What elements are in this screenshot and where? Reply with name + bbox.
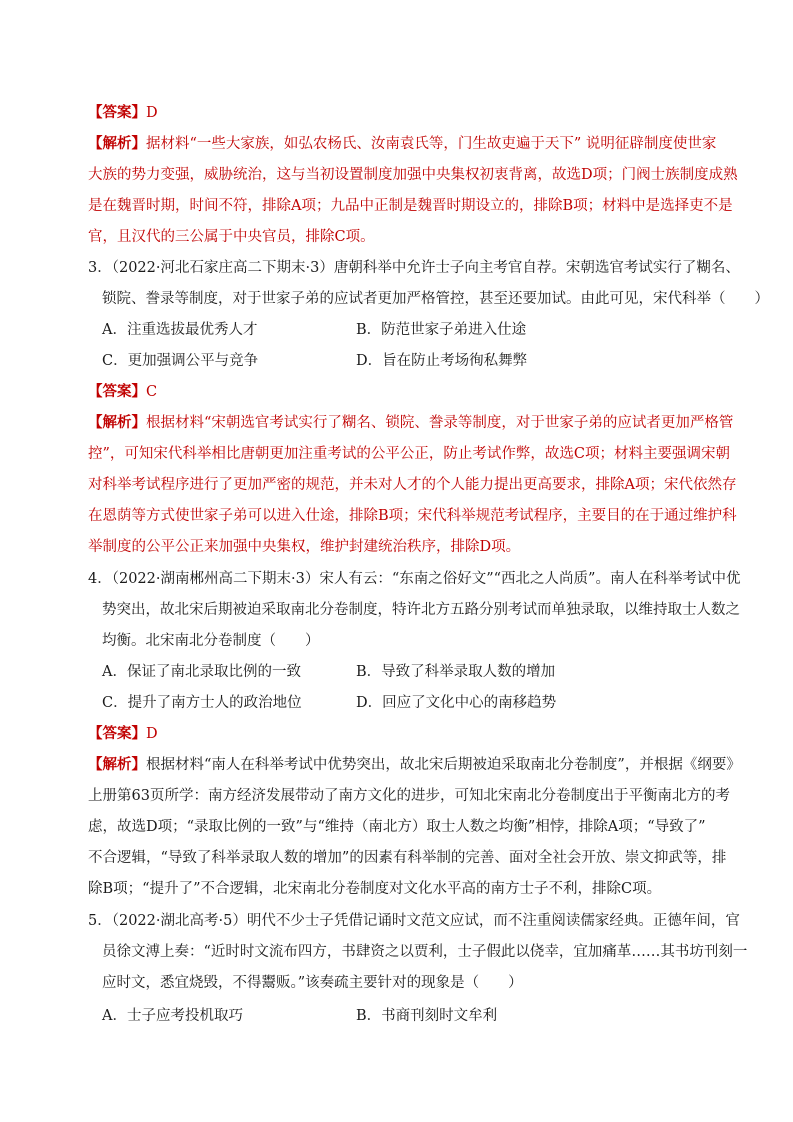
question-stem: 应时文，悉宜烧毁，不得鬻贩。”该奏疏主要针对的现象是（ ）: [102, 975, 523, 991]
analysis-line: [88, 413, 734, 433]
analysis-tag: 【解析】: [88, 414, 146, 431]
analysis-text: 虑，故选D项；“录取比例的一致”与“维持（南北方）取士人数之均衡”相悖，排除A项；“导致了”: [88, 819, 706, 835]
question-stem: 员徐文溥上奏：“近时时文流布四方，书肆资之以贾利，士子假此以侥幸，宜加痛革……其书坊刊刻一: [102, 944, 748, 960]
analysis-text: 不合逻辑，“导致了科举录取人数的增加”的因素有科举制的完善、面对全社会开放、崇文抑武等，排: [88, 850, 727, 866]
analysis-text: 大族的势力变强，威胁统治，这与当初设置制度加强中央集权初衷背离，故选D项；门阀士族制度成熟: [88, 167, 738, 183]
analysis-text: 根据材料“宋朝选官考试实行了糊名、锁院、誊录等制度，对于世家子弟的应试者更加严格管: [146, 415, 734, 431]
analysis-text: 据材料“一些大家族，如弘农杨氏、汝南袁氏等，门生故吏遍于天下” 说明征辟制度使世家: [146, 136, 717, 152]
option-a: A．注重选拔最优秀人才: [102, 322, 258, 338]
answer-value: C: [146, 384, 158, 400]
option-b: B．导致了科举录取人数的增加: [356, 664, 556, 680]
answer-tag: 【答案】: [88, 383, 146, 400]
answer-tag: 【答案】: [88, 725, 146, 742]
option-b: B．书商刊刻时文牟利: [356, 1008, 498, 1024]
question-stem: 势突出，故北宋后期被迫采取南北分卷制度，特许北方五路分别考试而单独录取，以维持取士人数之: [102, 602, 740, 618]
answer-value: D: [146, 726, 158, 742]
answer-line: [88, 382, 728, 402]
answer-tag: 【答案】: [88, 104, 146, 121]
analysis-text: 控”，可知宋代科举相比唐朝更加注重考试的公平公正，防止考试作弊，故选C项；材料主要强调宋朝: [88, 446, 731, 462]
analysis-text: 是在魏晋时期，时间不符，排除A项；九品中正制是魏晋时期设立的，排除B项；材料中是选择吏不是: [88, 198, 733, 214]
analysis-line: [88, 134, 728, 154]
analysis-tag: 【解析】: [88, 756, 146, 773]
option-a: A．士子应考投机取巧: [102, 1008, 243, 1024]
question-stem: 3．（2022·河北石家庄高二下期末·3）唐朝科举中允许士子向主考官自荐。宋朝选官考试实行了糊名、: [88, 260, 740, 276]
analysis-text: 在恩荫等方式使世家子弟可以进入仕途，排除B项；宋代科举规范考试程序，主要目的在于通过维护科: [88, 508, 737, 524]
question-stem: 4．（2022·湖南郴州高二下期末·3）宋人有云：“东南之俗好文”“西北之人尚质”。南人在科举考试中优: [88, 571, 741, 587]
question-stem: 5．（2022·湖北高考·5）明代不少士子凭借记诵时文范文应试，而不注重阅读儒家经典。正德年间，官: [88, 913, 740, 929]
answer-line: [88, 103, 728, 123]
option-c: C．更加强调公平与竞争: [102, 353, 259, 369]
analysis-text: 官，且汉代的三公属于中央官员，排除C项。: [88, 229, 375, 245]
option-a: A．保证了南北录取比例的一致: [102, 664, 301, 680]
analysis-line: [88, 755, 741, 775]
answer-value: D: [146, 105, 158, 121]
question-stem: 锁院、誊录等制度，对于世家子弟的应试者更加严格管控，甚至还要加试。由此可见，宋代科举（ ）: [102, 291, 769, 307]
analysis-text: 上册第63页所学：南方经济发展带动了南方文化的进步，可知北宋南北分卷制度出于平衡南北方的考: [88, 788, 730, 804]
analysis-text: 举制度的公平公正来加强中央集权，维护封建统治秩序，排除D项。: [88, 539, 521, 555]
question-stem: 均衡。北宋南北分卷制度（ ）: [102, 633, 320, 649]
analysis-text: 根据材料“南人在科举考试中优势突出，故北宋后期被迫采取南北分卷制度”，并根据《纲要》: [146, 757, 741, 773]
analysis-text: 对科举考试程序进行了更加严密的规范，并未对人才的个人能力提出更高要求，排除A项；宋代依然存: [88, 477, 737, 493]
analysis-text: 除B项；“提升了”不合逻辑，北宋南北分卷制度对文化水平高的南方士子不利，排除C项。: [88, 881, 662, 897]
option-d: D．回应了文化中心的南移趋势: [356, 695, 557, 711]
option-d: D．旨在防止考场徇私舞弊: [356, 353, 528, 369]
answer-line: [88, 724, 728, 744]
option-b: B．防范世家子弟进入仕途: [356, 322, 527, 338]
analysis-tag: 【解析】: [88, 135, 146, 152]
option-c: C．提升了南方士人的政治地位: [102, 695, 302, 711]
